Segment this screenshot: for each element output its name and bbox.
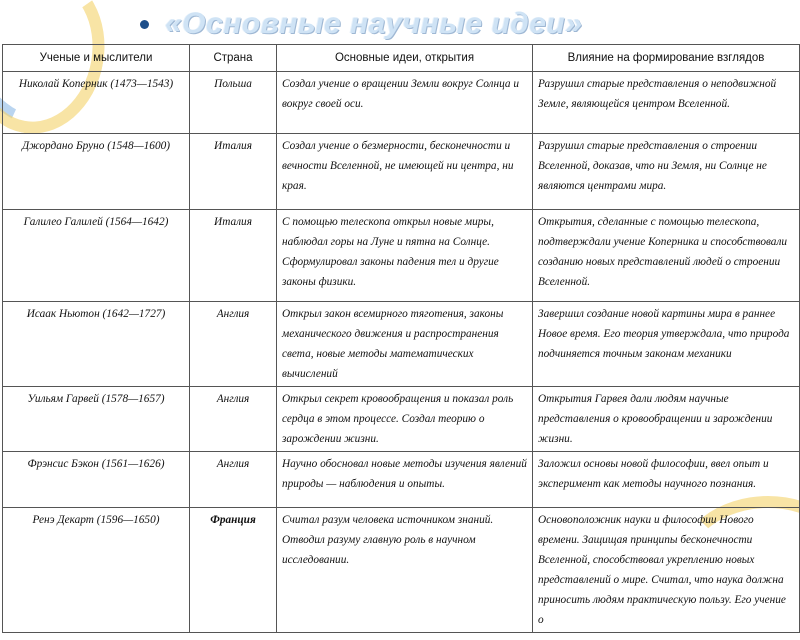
bullet-icon <box>140 20 149 29</box>
cell-country: Италия <box>190 210 277 302</box>
table-row <box>3 134 800 210</box>
cell-ideas: Научно обосновал новые методы изучения явлений природы — наблюдения и опыты. <box>277 452 533 508</box>
cell-name: Николай Коперник (1473—1543) <box>3 72 190 134</box>
cell-name: Фрэнсис Бэкон (1561—1626) <box>3 452 190 508</box>
cell-ideas: Открыл закон всемирного тяготения, законы механического движения и распространения света, новые методы математических вычислений <box>277 302 533 387</box>
scientists-table <box>2 44 800 633</box>
cell-name: Уильям Гарвей (1578—1657) <box>3 387 190 452</box>
cell-influence: Заложил основы новой философии, ввел опыт и эксперимент как методы научного познания. <box>533 452 800 508</box>
table-row <box>3 302 800 387</box>
header-ideas: Основные идеи, открытия <box>277 45 533 72</box>
slide-title: «Основные научные идеи» <box>165 7 583 40</box>
cell-ideas: Создал учение о безмерности, бесконечности и вечности Вселенной, не имеющей ни центра, ни края. <box>277 134 533 210</box>
cell-name: Ренэ Декарт (1596—1650) <box>3 508 190 633</box>
header-country: Страна <box>190 45 277 72</box>
cell-influence: Разрушил старые представления о неподвижной Земле, являющейся центром Вселенной. <box>533 72 800 134</box>
cell-name: Джордано Бруно (1548—1600) <box>3 134 190 210</box>
cell-country: Франция <box>190 508 277 633</box>
title-row <box>140 4 582 44</box>
header-scientists: Ученые и мыслители <box>3 45 190 72</box>
cell-influence: Основоположник науки и философии Нового времени. Защищая принципы бесконечности Вселенной, способствовал укреплению новых представлений о мире. Считал, что наука должна приносить людям практическую пользу. Его учение о <box>533 508 800 633</box>
cell-influence: Разрушил старые представления о строении Вселенной, доказав, что ни Земля, ни Солнце не являются центрами мира. <box>533 134 800 210</box>
cell-ideas: Открыл секрет кровообращения и показал роль сердца в этом процессе. Создал теорию о зарождении жизни. <box>277 387 533 452</box>
cell-country: Италия <box>190 134 277 210</box>
cell-ideas: Создал учение о вращении Земли вокруг Солнца и вокруг своей оси. <box>277 72 533 134</box>
cell-country: Англия <box>190 302 277 387</box>
cell-country: Англия <box>190 387 277 452</box>
cell-country: Англия <box>190 452 277 508</box>
cell-influence: Открытия, сделанные с помощью телескопа, подтверждали учение Коперника и способствовали созданию новых представлений людей о строении Вселенной. <box>533 210 800 302</box>
cell-name: Исаак Ньютон (1642—1727) <box>3 302 190 387</box>
table-row <box>3 508 800 633</box>
table-row <box>3 210 800 302</box>
header-influence: Влияние на формирование взглядов <box>533 45 800 72</box>
cell-country: Польша <box>190 72 277 134</box>
cell-name: Галилео Галилей (1564—1642) <box>3 210 190 302</box>
table-row <box>3 387 800 452</box>
table-header-row <box>3 45 800 72</box>
cell-ideas: Считал разум человека источником знаний. Отводил разуму главную роль в научном исследовании. <box>277 508 533 633</box>
table-row <box>3 72 800 134</box>
cell-ideas: С помощью телескопа открыл новые миры, наблюдал горы на Луне и пятна на Солнце. Сформулировал законы падения тел и другие законы физики. <box>277 210 533 302</box>
cell-influence: Открытия Гарвея дали людям научные представления о кровообращении и зарождении жизни. <box>533 387 800 452</box>
table-row <box>3 452 800 508</box>
cell-influence: Завершил создание новой картины мира в раннее Новое время. Его теория утверждала, что природа подчиняется точным законам механики <box>533 302 800 387</box>
